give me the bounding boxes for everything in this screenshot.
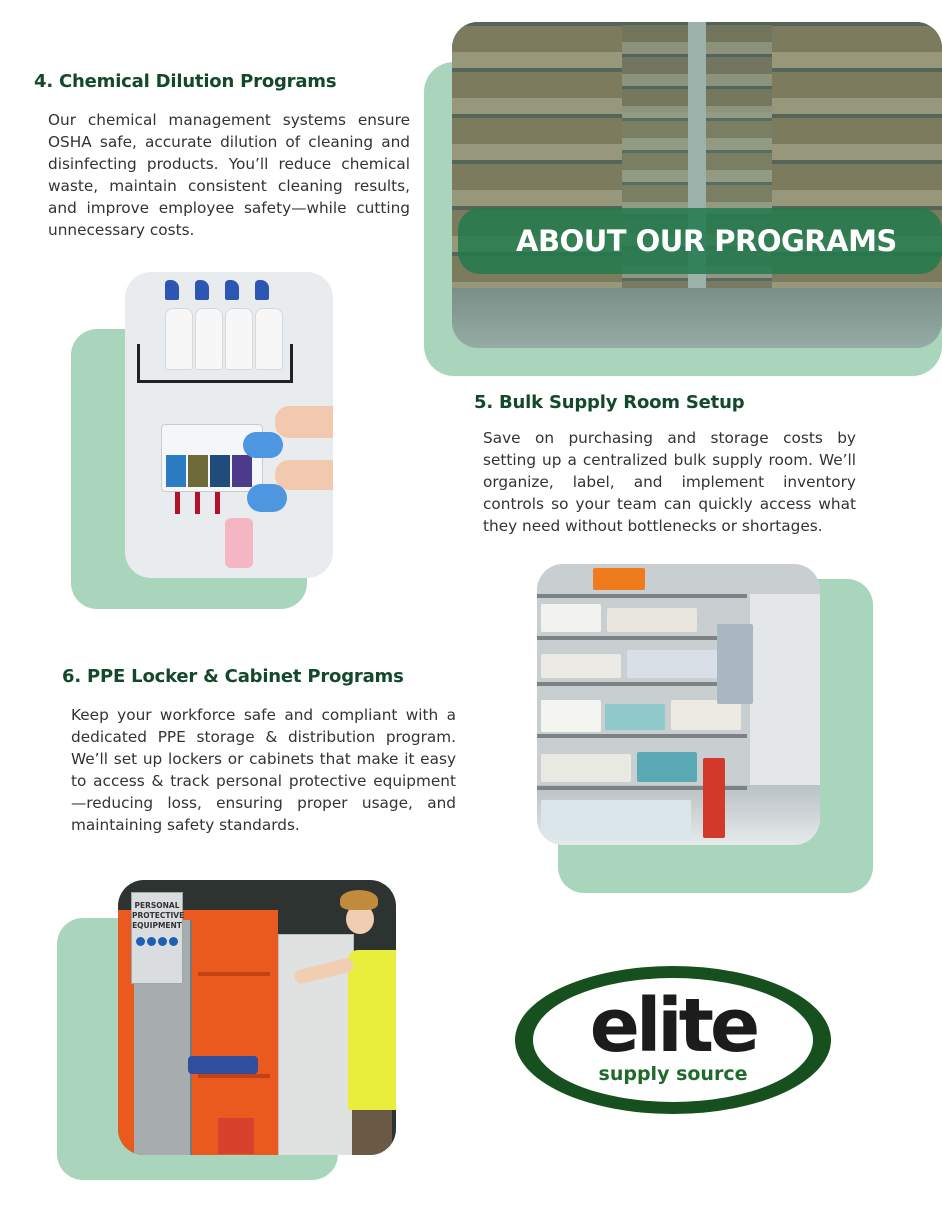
- ppe-locker-photo: [118, 880, 396, 1155]
- section-6-body: Keep your workforce safe and compliant with a dedicated PPE storage & distribution program. We’ll set up lockers or cabinets that make it easy to access & track personal protective equipment —reducing loss, ensuring proper usage, and maintaining safety standards.: [71, 706, 456, 834]
- section-6-heading: 6. PPE Locker & Cabinet Programs: [62, 666, 404, 687]
- ppe-sign: [131, 892, 183, 984]
- ppe-safety-icon: [147, 937, 156, 946]
- ppe-safety-icon: [136, 937, 145, 946]
- supply-room-photo: [537, 564, 820, 845]
- ppe-safety-icon: [169, 937, 178, 946]
- section-5-heading: 5. Bulk Supply Room Setup: [474, 392, 745, 413]
- hero-title: ABOUT OUR PROGRAMS: [516, 224, 897, 258]
- hero-title-band: [458, 208, 942, 274]
- section-4-heading: 4. Chemical Dilution Programs: [34, 71, 337, 92]
- warehouse-photo: [452, 22, 942, 348]
- ppe-sign-line3: EQUIPMENT: [132, 921, 182, 930]
- chemical-dispenser-photo: [125, 272, 333, 578]
- ppe-sign-line2: PROTECTIVE: [132, 911, 185, 920]
- elite-supply-source-logo: [512, 962, 834, 1118]
- section-4-body: Our chemical management systems ensure OSHA safe, accurate dilution of cleaning and disinfecting products. You’ll reduce chemical waste, maintain consistent cleaning results, and improve employee safety—while cutting unnecessary costs.: [48, 111, 410, 239]
- section-5-body: Save on purchasing and storage costs by setting up a centralized bulk supply room. We’ll organize, label, and implement inventory controls so your team can quickly access what they need without bottlenecks or shortages.: [483, 429, 856, 535]
- logo-wordmark: elite: [589, 983, 757, 1069]
- ppe-sign-line1: PERSONAL: [134, 901, 180, 910]
- logo-tagline: supply source: [598, 1063, 748, 1085]
- ppe-safety-icon: [158, 937, 167, 946]
